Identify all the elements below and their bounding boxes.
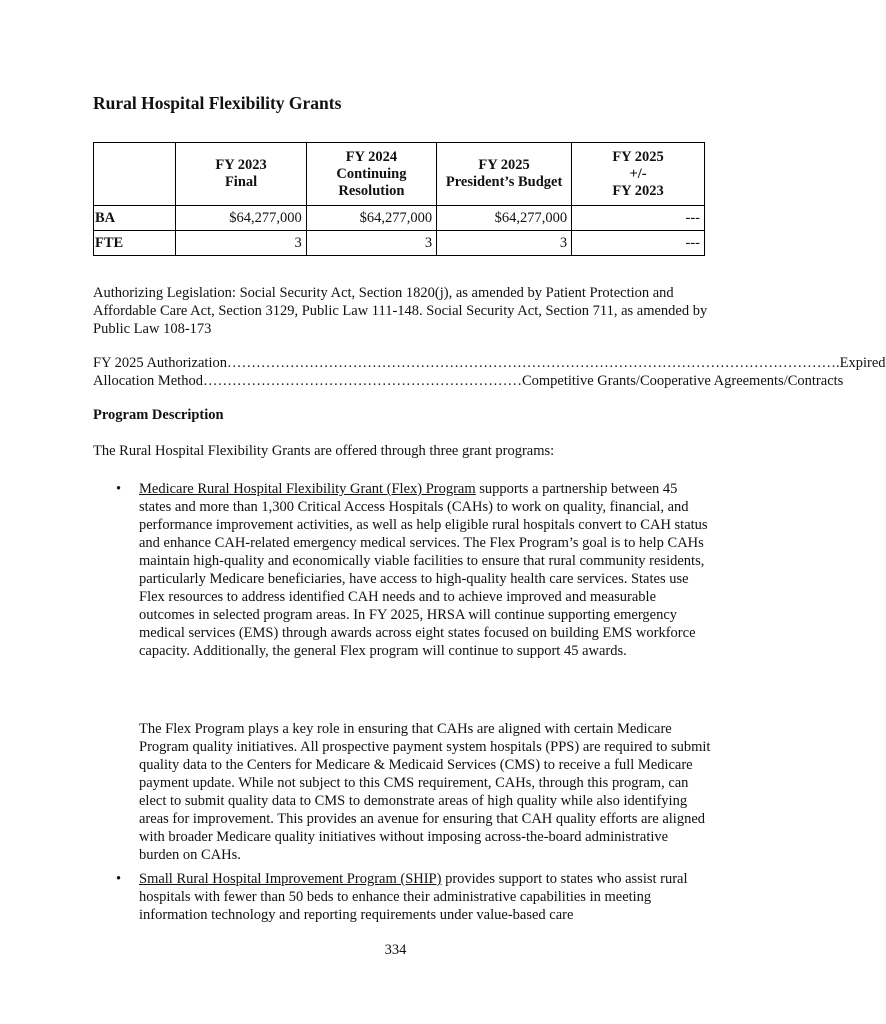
table-cell: 3: [176, 231, 306, 256]
table-cell: ---: [572, 206, 705, 231]
allocation-line: [93, 372, 844, 390]
table-row: [94, 231, 705, 256]
page-title: Rural Hospital Flexibility Grants: [93, 93, 342, 113]
authorization-value: Expired: [839, 355, 886, 371]
authorizing-legislation: Authorizing Legislation: Social Security Act, Section 1820(j), as amended by Patient Protection and Affordable Care Act, Section 3129, Public Law 111-148. Social Security Act, Section 711, as amended by Public Law 108-173: [93, 285, 708, 337]
table-header-cell: FY 2025 President’s Budget: [437, 143, 572, 206]
allocation-value: Competitive Grants/Cooperative Agreements/Contracts: [521, 373, 844, 389]
program-link[interactable]: Small Rural Hospital Improvement Program (SHIP): [139, 871, 442, 887]
bullet-text: supports a partnership between 45 states and more than 1,300 Critical Access Hospitals (CAHs) to work on quality, financial, and performance improvement activities, as well as help eligible rural hospitals convert to CAH status and enhance CAH-related emergency medical services. The Flex Program’s goal is to help CAHs maintain high-quality and economically viable facilities to ensure that rural community residents, particularly Medicare beneficiaries, have access to high-quality health care services. States use Flex resources to address identified CAH needs and to achieve improved and measurable outcomes in selected program areas. In FY 2025, HRSA will continue supporting emergency medical services (EMS) through awards across eight states focused on building EMS workforce capacity. Additionally, the general Flex program will continue to support 45 awards.: [139, 481, 708, 659]
authorization-label: FY 2025 Authorization: [93, 355, 227, 371]
bullet-text: provides support to states who assist rural hospitals with fewer than 50 beds to enhance their administrative capabilities in meeting information technology and reporting requirements under value-based care: [139, 871, 688, 923]
table-cell: $64,277,000: [306, 206, 436, 231]
row-label: FTE: [94, 231, 176, 256]
intro-paragraph: The Rural Hospital Flexibility Grants are offered through three grant programs:: [93, 443, 555, 459]
table-row: [94, 206, 705, 231]
page-number: 334: [384, 942, 407, 958]
table-header-cell: FY 2025 +/- FY 2023: [572, 143, 705, 206]
section-heading: Program Description: [93, 407, 224, 423]
table-header-row: [94, 143, 705, 206]
bullet-marker: •: [116, 871, 122, 887]
authorization-block: [93, 354, 886, 390]
table-header-cell: FY 2024 Continuing Resolution: [306, 143, 436, 206]
bullet-marker: •: [116, 481, 122, 497]
table-cell: $64,277,000: [176, 206, 306, 231]
row-label: BA: [94, 206, 176, 231]
program-link[interactable]: Medicare Rural Hospital Flexibility Grant (Flex) Program: [139, 481, 476, 497]
leader-dots: ……………………………………………………………………………………………………………….: [226, 355, 840, 371]
table-cell: $64,277,000: [437, 206, 572, 231]
budget-table: [93, 142, 705, 256]
table-header-cell: FY 2023 Final: [176, 143, 306, 206]
table-cell: 3: [437, 231, 572, 256]
allocation-label: Allocation Method: [93, 373, 203, 389]
table-header-cell: [94, 143, 176, 206]
leader-dots: …………………………………………………………: [202, 373, 522, 389]
bullet-paragraph: The Flex Program plays a key role in ensuring that CAHs are aligned with certain Medicare Program quality initiatives. All prospective payment system hospitals (PPS) are required to submit quality data to the Centers for Medicare & Medicaid Services (CMS) to receive a full Medicare payment update. While not subject to this CMS requirement, CAHs, through this program, can elect to submit quality data to CMS to demonstrate areas of high quality while also identifying areas for improvement. This provides an avenue for ensuring that CAH quality efforts are aligned with broader Medicare quality initiatives without imposing across-the-board administrative burden on CAHs.: [139, 721, 711, 863]
bullet-item: [139, 480, 711, 660]
table-cell: ---: [572, 231, 705, 256]
authorization-line: [93, 354, 886, 372]
table-cell: 3: [306, 231, 436, 256]
bullet-item: [139, 870, 711, 924]
